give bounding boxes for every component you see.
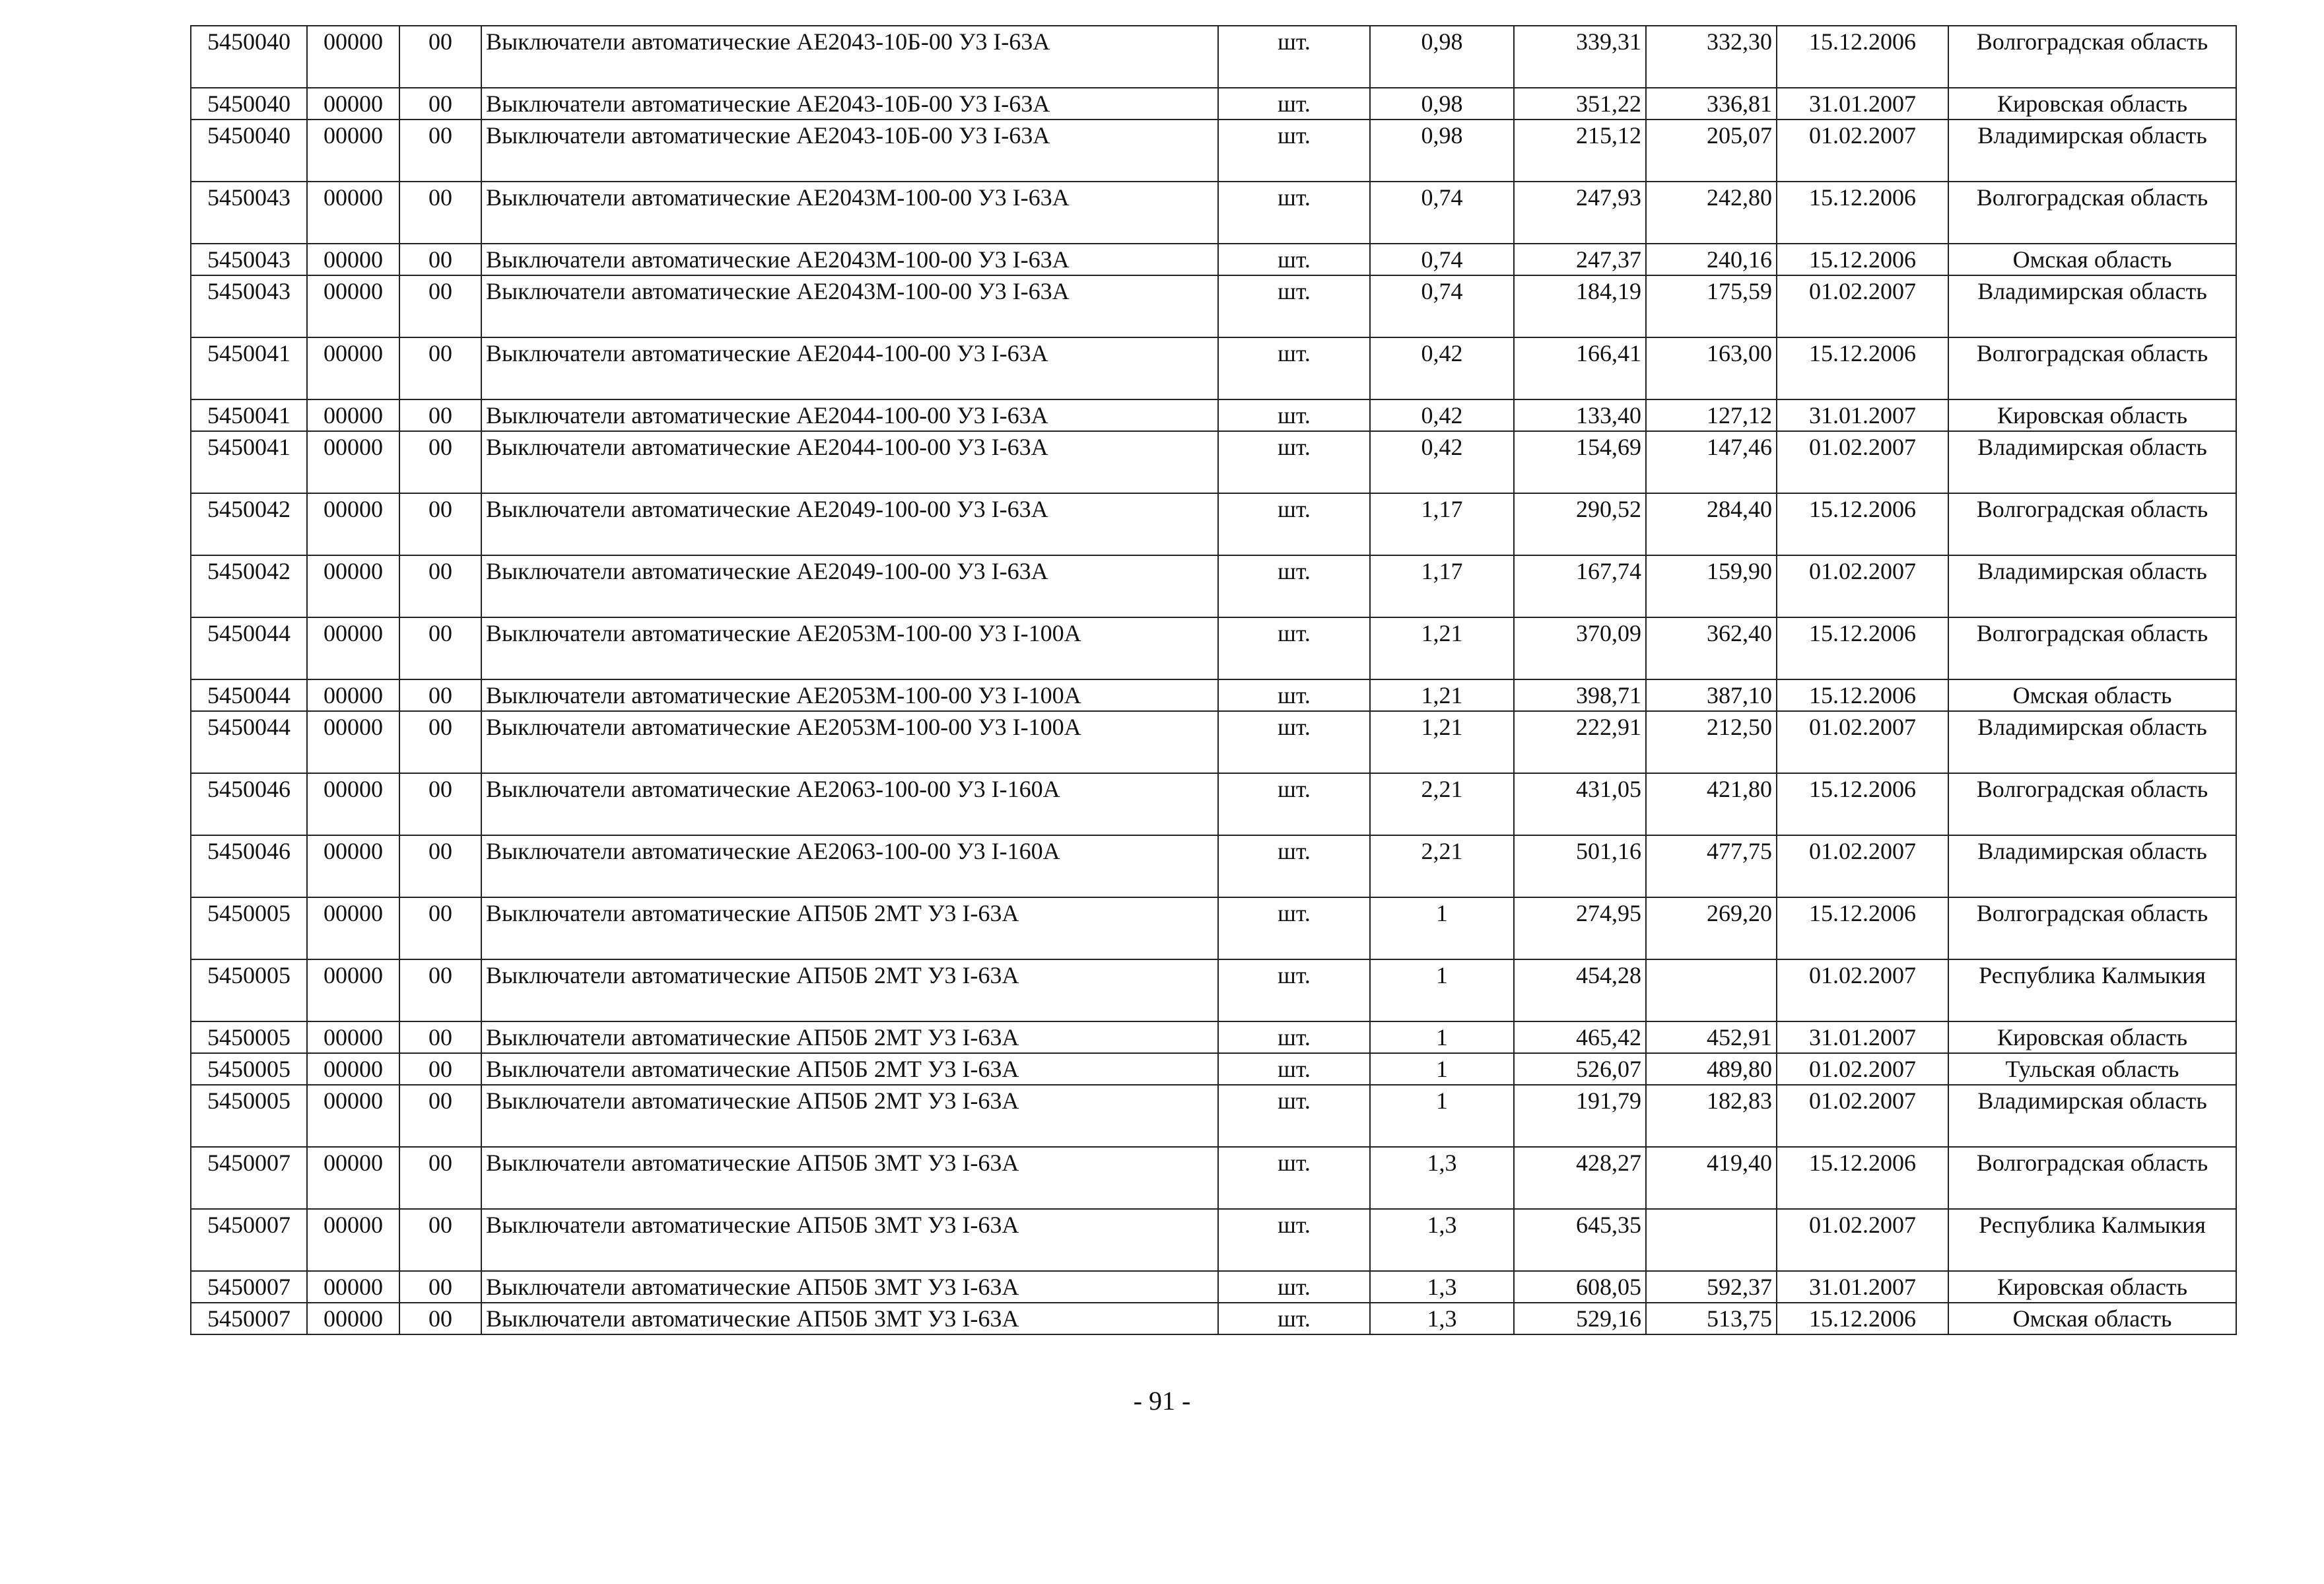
table-row [191,711,2236,773]
sub-code-2-cell: 00 [399,897,481,959]
price-1-cell: 645,35 [1514,1209,1646,1271]
price-1-cell: 398,71 [1514,679,1646,711]
date-cell: 15.12.2006 [1777,1303,1948,1334]
sub-code-2-cell: 00 [399,337,481,399]
table-row [191,182,2236,244]
price-1-cell: 191,79 [1514,1085,1646,1147]
item-name-cell: Выключатели автоматические АП50Б 2МТ У3 I-63А [481,1021,1218,1053]
price-2-cell: 284,40 [1646,493,1777,555]
date-cell: 01.02.2007 [1777,1053,1948,1085]
price-1-cell: 222,91 [1514,711,1646,773]
price-2-cell: 421,80 [1646,773,1777,835]
quantity-cell: 1,17 [1370,493,1514,555]
item-code-cell: 5450044 [191,711,307,773]
region-cell: Кировская область [1948,88,2236,120]
region-cell: Владимирская область [1948,711,2236,773]
item-code-cell: 5450042 [191,555,307,617]
sub-code-cell: 00000 [307,617,399,679]
table-row [191,337,2236,399]
item-name-cell: Выключатели автоматические АП50Б 3МТ У3 I-63А [481,1209,1218,1271]
table-row [191,1271,2236,1303]
quantity-cell: 2,21 [1370,773,1514,835]
price-1-cell: 529,16 [1514,1303,1646,1334]
item-name-cell: Выключатели автоматические АП50Б 3МТ У3 I-63А [481,1147,1218,1209]
item-name-cell: Выключатели автоматические АЕ2049-100-00 У3 I-63А [481,493,1218,555]
sub-code-2-cell: 00 [399,275,481,337]
item-name-cell: Выключатели автоматические АЕ2049-100-00 У3 I-63А [481,555,1218,617]
price-2-cell [1646,959,1777,1021]
unit-cell: шт. [1218,679,1370,711]
sub-code-cell: 00000 [307,555,399,617]
quantity-cell: 0,98 [1370,88,1514,120]
sub-code-cell: 00000 [307,431,399,493]
item-name-cell: Выключатели автоматические АЕ2043М-100-00 У3 I-63А [481,275,1218,337]
price-1-cell: 167,74 [1514,555,1646,617]
quantity-cell: 0,74 [1370,244,1514,275]
price-2-cell: 127,12 [1646,399,1777,431]
item-code-cell: 5450040 [191,120,307,182]
price-1-cell: 501,16 [1514,835,1646,897]
sub-code-cell: 00000 [307,120,399,182]
sub-code-cell: 00000 [307,1303,399,1334]
price-2-cell: 159,90 [1646,555,1777,617]
unit-cell: шт. [1218,1053,1370,1085]
quantity-cell: 1,21 [1370,711,1514,773]
unit-cell: шт. [1218,773,1370,835]
date-cell: 01.02.2007 [1777,431,1948,493]
sub-code-2-cell: 00 [399,244,481,275]
region-cell: Омская область [1948,244,2236,275]
sub-code-2-cell: 00 [399,1209,481,1271]
region-cell: Владимирская область [1948,555,2236,617]
sub-code-2-cell: 00 [399,1053,481,1085]
quantity-cell: 1 [1370,959,1514,1021]
quantity-cell: 1,21 [1370,679,1514,711]
quantity-cell: 1 [1370,1021,1514,1053]
price-1-cell: 290,52 [1514,493,1646,555]
date-cell: 01.02.2007 [1777,1085,1948,1147]
item-name-cell: Выключатели автоматические АЕ2043М-100-00 У3 I-63А [481,182,1218,244]
sub-code-2-cell: 00 [399,399,481,431]
price-1-cell: 454,28 [1514,959,1646,1021]
item-name-cell: Выключатели автоматические АП50Б 3МТ У3 I-63А [481,1271,1218,1303]
price-2-cell: 336,81 [1646,88,1777,120]
unit-cell: шт. [1218,1209,1370,1271]
item-code-cell: 5450041 [191,399,307,431]
price-2-cell: 147,46 [1646,431,1777,493]
table-row [191,773,2236,835]
unit-cell: шт. [1218,337,1370,399]
date-cell: 15.12.2006 [1777,773,1948,835]
sub-code-2-cell: 00 [399,835,481,897]
item-name-cell: Выключатели автоматические АЕ2063-100-00 У3 I-160А [481,835,1218,897]
unit-cell: шт. [1218,1147,1370,1209]
region-cell: Омская область [1948,1303,2236,1334]
date-cell: 15.12.2006 [1777,493,1948,555]
item-name-cell: Выключатели автоматические АЕ2053М-100-00 У3 I-100А [481,617,1218,679]
price-1-cell: 431,05 [1514,773,1646,835]
quantity-cell: 0,98 [1370,26,1514,88]
date-cell: 15.12.2006 [1777,26,1948,88]
sub-code-2-cell: 00 [399,120,481,182]
table-row [191,431,2236,493]
date-cell: 15.12.2006 [1777,679,1948,711]
item-code-cell: 5450005 [191,959,307,1021]
price-1-cell: 428,27 [1514,1147,1646,1209]
sub-code-2-cell: 00 [399,1085,481,1147]
item-code-cell: 5450005 [191,1085,307,1147]
table-row [191,897,2236,959]
quantity-cell: 1,3 [1370,1209,1514,1271]
item-code-cell: 5450007 [191,1271,307,1303]
unit-cell: шт. [1218,88,1370,120]
unit-cell: шт. [1218,275,1370,337]
sub-code-cell: 00000 [307,1085,399,1147]
sub-code-2-cell: 00 [399,1147,481,1209]
region-cell: Волгоградская область [1948,897,2236,959]
date-cell: 01.02.2007 [1777,275,1948,337]
table-row [191,1085,2236,1147]
sub-code-cell: 00000 [307,1053,399,1085]
item-name-cell: Выключатели автоматические АП50Б 2МТ У3 I-63А [481,959,1218,1021]
sub-code-cell: 00000 [307,1147,399,1209]
price-2-cell: 205,07 [1646,120,1777,182]
item-code-cell: 5450044 [191,679,307,711]
item-code-cell: 5450007 [191,1209,307,1271]
item-name-cell: Выключатели автоматические АЕ2044-100-00 У3 I-63А [481,431,1218,493]
table-row [191,1147,2236,1209]
price-1-cell: 247,37 [1514,244,1646,275]
price-1-cell: 526,07 [1514,1053,1646,1085]
price-2-cell [1646,1209,1777,1271]
quantity-cell: 1,17 [1370,555,1514,617]
item-code-cell: 5450007 [191,1147,307,1209]
sub-code-cell: 00000 [307,88,399,120]
price-2-cell: 419,40 [1646,1147,1777,1209]
region-cell: Волгоградская область [1948,617,2236,679]
region-cell: Волгоградская область [1948,182,2236,244]
region-cell: Волгоградская область [1948,26,2236,88]
table-row [191,1303,2236,1334]
price-2-cell: 387,10 [1646,679,1777,711]
price-1-cell: 166,41 [1514,337,1646,399]
quantity-cell: 0,42 [1370,399,1514,431]
price-1-cell: 339,31 [1514,26,1646,88]
table-row [191,1053,2236,1085]
sub-code-cell: 00000 [307,1271,399,1303]
date-cell: 31.01.2007 [1777,399,1948,431]
item-name-cell: Выключатели автоматические АЕ2043-10Б-00 У3 I-63А [481,88,1218,120]
price-2-cell: 477,75 [1646,835,1777,897]
sub-code-cell: 00000 [307,244,399,275]
item-name-cell: Выключатели автоматические АП50Б 2МТ У3 I-63А [481,897,1218,959]
price-1-cell: 274,95 [1514,897,1646,959]
price-1-cell: 608,05 [1514,1271,1646,1303]
unit-cell: шт. [1218,555,1370,617]
unit-cell: шт. [1218,120,1370,182]
price-2-cell: 175,59 [1646,275,1777,337]
date-cell: 15.12.2006 [1777,617,1948,679]
region-cell: Тульская область [1948,1053,2236,1085]
price-2-cell: 513,75 [1646,1303,1777,1334]
region-cell: Республика Калмыкия [1948,959,2236,1021]
table-row [191,835,2236,897]
item-code-cell: 5450005 [191,897,307,959]
table-row [191,26,2236,88]
region-cell: Владимирская область [1948,120,2236,182]
price-1-cell: 154,69 [1514,431,1646,493]
sub-code-2-cell: 00 [399,555,481,617]
item-code-cell: 5450043 [191,182,307,244]
price-2-cell: 240,16 [1646,244,1777,275]
quantity-cell: 1 [1370,1085,1514,1147]
item-name-cell: Выключатели автоматические АЕ2053М-100-00 У3 I-100А [481,679,1218,711]
region-cell: Кировская область [1948,1271,2236,1303]
date-cell: 15.12.2006 [1777,337,1948,399]
item-name-cell: Выключатели автоматические АП50Б 3МТ У3 I-63А [481,1303,1218,1334]
item-name-cell: Выключатели автоматические АЕ2063-100-00 У3 I-160А [481,773,1218,835]
unit-cell: шт. [1218,959,1370,1021]
date-cell: 15.12.2006 [1777,1147,1948,1209]
quantity-cell: 1,3 [1370,1271,1514,1303]
price-2-cell: 212,50 [1646,711,1777,773]
date-cell: 01.02.2007 [1777,1209,1948,1271]
sub-code-2-cell: 00 [399,493,481,555]
date-cell: 15.12.2006 [1777,182,1948,244]
date-cell: 15.12.2006 [1777,244,1948,275]
unit-cell: шт. [1218,244,1370,275]
price-1-cell: 133,40 [1514,399,1646,431]
item-code-cell: 5450005 [191,1053,307,1085]
price-1-cell: 370,09 [1514,617,1646,679]
item-code-cell: 5450007 [191,1303,307,1334]
unit-cell: шт. [1218,835,1370,897]
quantity-cell: 1 [1370,1053,1514,1085]
table-row [191,1209,2236,1271]
table-row [191,120,2236,182]
quantity-cell: 0,42 [1370,431,1514,493]
sub-code-2-cell: 00 [399,1021,481,1053]
sub-code-cell: 00000 [307,182,399,244]
price-1-cell: 465,42 [1514,1021,1646,1053]
price-2-cell: 489,80 [1646,1053,1777,1085]
date-cell: 31.01.2007 [1777,1021,1948,1053]
table-row [191,399,2236,431]
table-row [191,959,2236,1021]
region-cell: Кировская область [1948,399,2236,431]
unit-cell: шт. [1218,26,1370,88]
sub-code-2-cell: 00 [399,959,481,1021]
page-number: - 91 - [1133,1386,1191,1416]
date-cell: 15.12.2006 [1777,897,1948,959]
unit-cell: шт. [1218,617,1370,679]
table-row [191,679,2236,711]
unit-cell: шт. [1218,1085,1370,1147]
item-code-cell: 5450005 [191,1021,307,1053]
region-cell: Владимирская область [1948,275,2236,337]
item-name-cell: Выключатели автоматические АЕ2053М-100-00 У3 I-100А [481,711,1218,773]
quantity-cell: 2,21 [1370,835,1514,897]
quantity-cell: 1 [1370,897,1514,959]
item-name-cell: Выключатели автоматические АЕ2044-100-00 У3 I-63А [481,399,1218,431]
sub-code-cell: 00000 [307,835,399,897]
sub-code-2-cell: 00 [399,1303,481,1334]
sub-code-cell: 00000 [307,711,399,773]
item-code-cell: 5450040 [191,26,307,88]
sub-code-2-cell: 00 [399,26,481,88]
price-1-cell: 184,19 [1514,275,1646,337]
region-cell: Владимирская область [1948,1085,2236,1147]
table-row [191,1021,2236,1053]
quantity-cell: 1,3 [1370,1303,1514,1334]
date-cell: 01.02.2007 [1777,711,1948,773]
unit-cell: шт. [1218,1271,1370,1303]
price-2-cell: 242,80 [1646,182,1777,244]
price-2-cell: 592,37 [1646,1271,1777,1303]
quantity-cell: 0,74 [1370,182,1514,244]
item-code-cell: 5450046 [191,835,307,897]
unit-cell: шт. [1218,431,1370,493]
date-cell: 01.02.2007 [1777,555,1948,617]
unit-cell: шт. [1218,493,1370,555]
sub-code-cell: 00000 [307,679,399,711]
sub-code-2-cell: 00 [399,1271,481,1303]
item-code-cell: 5450040 [191,88,307,120]
region-cell: Волгоградская область [1948,773,2236,835]
quantity-cell: 0,98 [1370,120,1514,182]
item-code-cell: 5450043 [191,244,307,275]
sub-code-2-cell: 00 [399,711,481,773]
date-cell: 31.01.2007 [1777,88,1948,120]
price-2-cell: 452,91 [1646,1021,1777,1053]
price-1-cell: 215,12 [1514,120,1646,182]
sub-code-2-cell: 00 [399,617,481,679]
item-name-cell: Выключатели автоматические АЕ2044-100-00 У3 I-63А [481,337,1218,399]
price-2-cell: 269,20 [1646,897,1777,959]
price-2-cell: 362,40 [1646,617,1777,679]
table-row [191,617,2236,679]
sub-code-2-cell: 00 [399,88,481,120]
quantity-cell: 0,74 [1370,275,1514,337]
item-name-cell: Выключатели автоматические АП50Б 2МТ У3 I-63А [481,1053,1218,1085]
item-code-cell: 5450041 [191,431,307,493]
table-row [191,555,2236,617]
sub-code-cell: 00000 [307,773,399,835]
table-row [191,88,2236,120]
quantity-cell: 0,42 [1370,337,1514,399]
price-table [190,25,2237,1335]
region-cell: Кировская область [1948,1021,2236,1053]
item-name-cell: Выключатели автоматические АЕ2043-10Б-00 У3 I-63А [481,26,1218,88]
item-name-cell: Выключатели автоматические АЕ2043М-100-00 У3 I-63А [481,244,1218,275]
sub-code-cell: 00000 [307,337,399,399]
unit-cell: шт. [1218,711,1370,773]
quantity-cell: 1,3 [1370,1147,1514,1209]
region-cell: Владимирская область [1948,431,2236,493]
table-body [191,26,2236,1334]
unit-cell: шт. [1218,1303,1370,1334]
date-cell: 01.02.2007 [1777,120,1948,182]
item-name-cell: Выключатели автоматические АП50Б 2МТ У3 I-63А [481,1085,1218,1147]
item-code-cell: 5450046 [191,773,307,835]
sub-code-cell: 00000 [307,26,399,88]
sub-code-cell: 00000 [307,897,399,959]
sub-code-cell: 00000 [307,959,399,1021]
item-code-cell: 5450042 [191,493,307,555]
region-cell: Республика Калмыкия [1948,1209,2236,1271]
region-cell: Владимирская область [1948,835,2236,897]
table-row [191,275,2236,337]
price-1-cell: 247,93 [1514,182,1646,244]
region-cell: Волгоградская область [1948,337,2236,399]
sub-code-cell: 00000 [307,493,399,555]
price-2-cell: 163,00 [1646,337,1777,399]
region-cell: Волгоградская область [1948,1147,2236,1209]
sub-code-2-cell: 00 [399,182,481,244]
sub-code-2-cell: 00 [399,773,481,835]
sub-code-2-cell: 00 [399,679,481,711]
sub-code-cell: 00000 [307,1209,399,1271]
quantity-cell: 1,21 [1370,617,1514,679]
unit-cell: шт. [1218,399,1370,431]
unit-cell: шт. [1218,182,1370,244]
item-code-cell: 5450044 [191,617,307,679]
sub-code-cell: 00000 [307,1021,399,1053]
sub-code-cell: 00000 [307,275,399,337]
region-cell: Омская область [1948,679,2236,711]
unit-cell: шт. [1218,1021,1370,1053]
date-cell: 01.02.2007 [1777,959,1948,1021]
item-code-cell: 5450041 [191,337,307,399]
table-row [191,493,2236,555]
item-code-cell: 5450043 [191,275,307,337]
unit-cell: шт. [1218,897,1370,959]
price-1-cell: 351,22 [1514,88,1646,120]
sub-code-cell: 00000 [307,399,399,431]
table-row [191,244,2236,275]
date-cell: 31.01.2007 [1777,1271,1948,1303]
item-name-cell: Выключатели автоматические АЕ2043-10Б-00 У3 I-63А [481,120,1218,182]
sub-code-2-cell: 00 [399,431,481,493]
price-2-cell: 182,83 [1646,1085,1777,1147]
price-2-cell: 332,30 [1646,26,1777,88]
region-cell: Волгоградская область [1948,493,2236,555]
date-cell: 01.02.2007 [1777,835,1948,897]
